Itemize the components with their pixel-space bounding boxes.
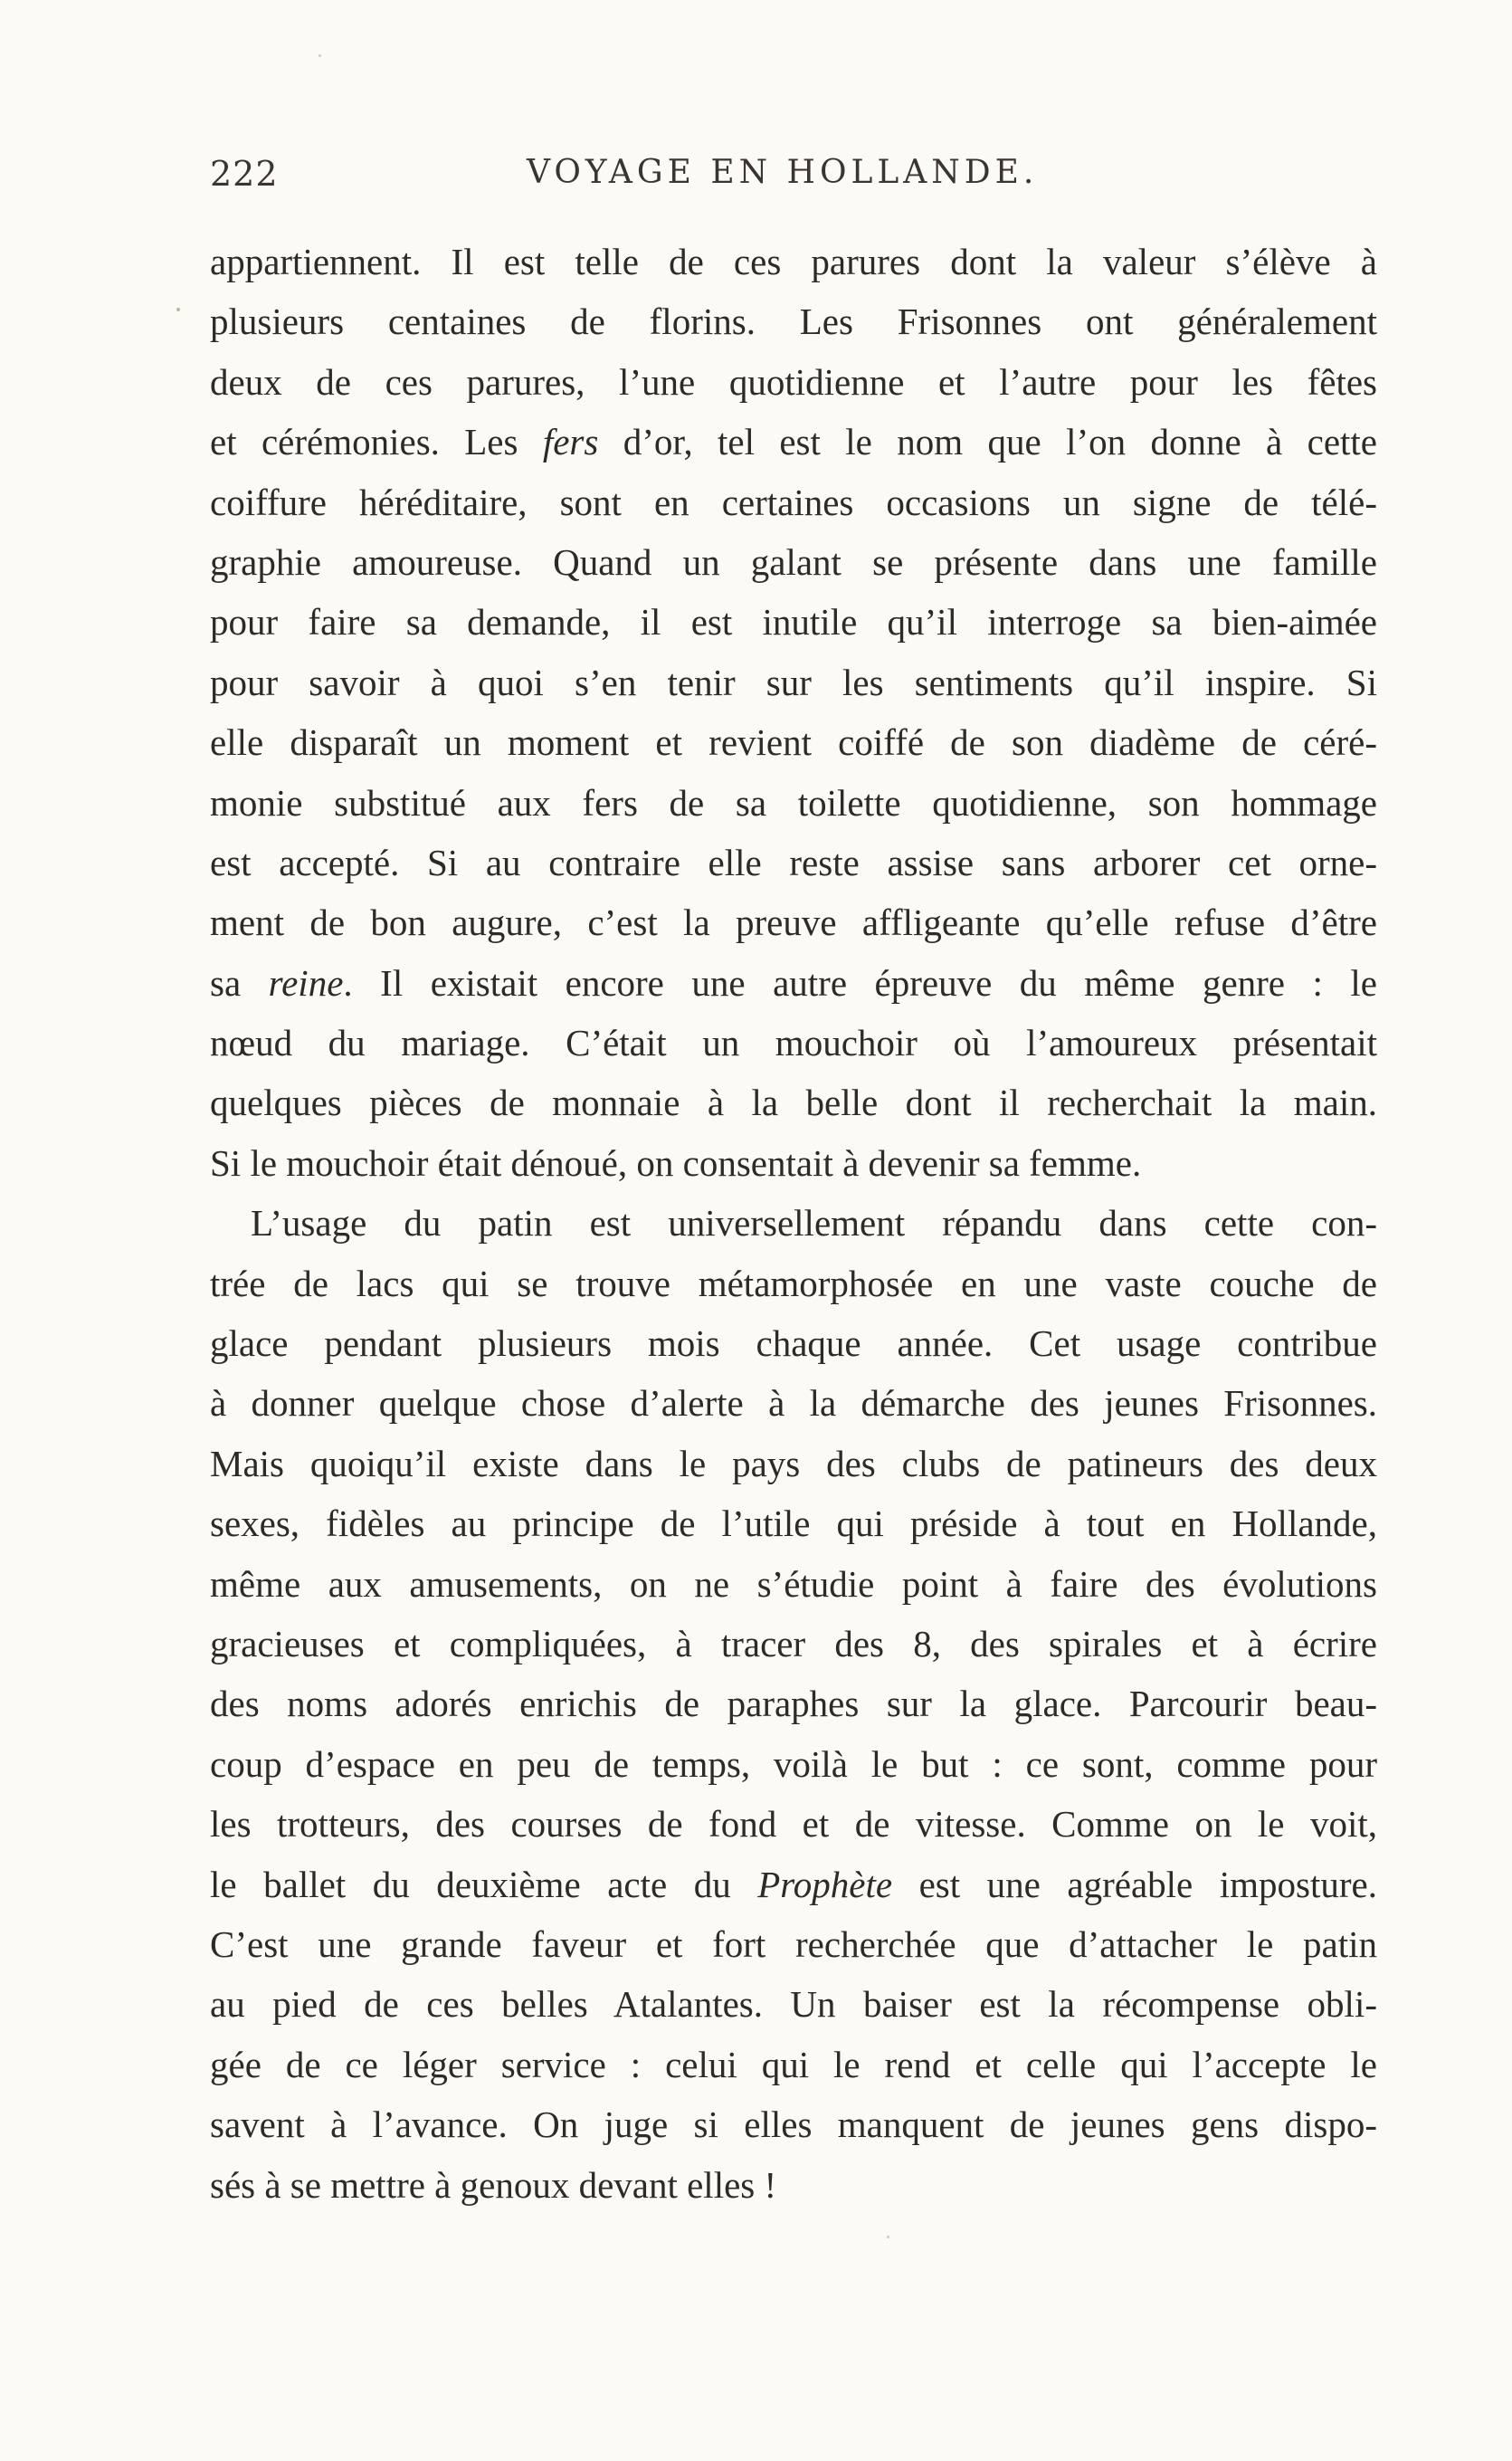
text-run: Si le mouchoir était dénoué, on consentait à devenir sa femme.: [210, 1141, 1142, 1184]
text-line: [210, 1794, 1377, 1854]
text-line: [210, 712, 1377, 772]
text-run: à donner quelque chose d’alerte à la démarche des jeunes Frisonnes.: [210, 1382, 1377, 1425]
text-line: [210, 1013, 1377, 1073]
paper-speck: [887, 2236, 889, 2238]
margin-speck: [176, 308, 180, 311]
text-line: [210, 1914, 1377, 1974]
text-line: [210, 1073, 1377, 1132]
text-line: [210, 1974, 1377, 2034]
text-line: [210, 232, 1377, 291]
text-run: quelques pièces de monnaie à la belle dont il recherchait la main.: [210, 1082, 1377, 1124]
italic-term: fers: [542, 421, 599, 463]
text-line: [210, 1674, 1377, 1733]
text-line: [210, 1855, 1377, 1914]
text-line: [210, 1133, 1377, 1193]
text-line: [210, 412, 1377, 472]
text-line: [210, 773, 1377, 833]
text-run: coup d’espace en peu de temps, voilà le but : ce sont, comme pour: [210, 1742, 1377, 1785]
text-line: [210, 1614, 1377, 1674]
text-run: monie substitué aux fers de sa toilette quotidienne, son hommage: [210, 781, 1377, 824]
text-run: Mais quoiqu’il existe dans le pays des clubs de patineurs des deux: [210, 1442, 1377, 1484]
text-run: gée de ce léger service : celui qui le rend et celle qui l’accepte le: [210, 2043, 1377, 2085]
text-line: [210, 2035, 1377, 2094]
text-run: sexes, fidèles au principe de l’utile qui préside à tout en Hollande,: [210, 1502, 1377, 1545]
text-line: [210, 472, 1377, 532]
text-line: [210, 1734, 1377, 1794]
text-run: le ballet du deuxième acte du: [210, 1863, 758, 1905]
text-line: [210, 1373, 1377, 1433]
text-line: [210, 592, 1377, 652]
text-line: [210, 2155, 1377, 2215]
text-line: [210, 1493, 1377, 1553]
text-line: [210, 892, 1377, 952]
text-run: des noms adorés enrichis de paraphes sur la glace. Parcourir beau-: [210, 1683, 1377, 1725]
text-run: L’usage du patin est universellement répandu dans cette con-: [251, 1202, 1377, 1245]
running-title: VOYAGE EN HOLLANDE.: [527, 154, 1039, 191]
text-run: glace pendant plusieurs mois chaque année. Cet usage contribue: [210, 1322, 1377, 1365]
text-run: pour faire sa demande, il est inutile qu’il interroge sa bien-aimée: [210, 601, 1377, 644]
text-line: [210, 532, 1377, 592]
paragraph-1: [210, 232, 1377, 1193]
text-run: C’est une grande faveur et fort recherchée que d’attacher le patin: [210, 1922, 1377, 1965]
italic-term: Prophète: [757, 1863, 893, 1905]
text-run: même aux amusements, on ne s’étudie point à faire des évolutions: [210, 1562, 1377, 1605]
text-run: nœud du mariage. C’était un mouchoir où l’amoureux présentait: [210, 1022, 1377, 1064]
paper-speck: [319, 54, 321, 57]
text-run: sa: [210, 961, 269, 1004]
body-text: [210, 232, 1377, 2215]
text-run: deux de ces parures, l’une quotidienne et l’autre pour les fêtes: [210, 360, 1377, 403]
text-line: [210, 1254, 1377, 1313]
text-line: [210, 833, 1377, 892]
text-line: [210, 2094, 1377, 2154]
text-line: [210, 1313, 1377, 1373]
text-line: [210, 352, 1377, 412]
text-run: et cérémonies. Les: [210, 421, 543, 463]
text-run: savent à l’avance. On juge si elles manquent de jeunes gens dispo-: [210, 2103, 1377, 2146]
text-line: [210, 953, 1377, 1013]
text-run: gracieuses et compliquées, à tracer des 8, des spirales et à écrire: [210, 1622, 1377, 1665]
text-run: trée de lacs qui se trouve métamorphosée en une vaste couche de: [210, 1262, 1377, 1304]
text-line: [210, 1193, 1377, 1253]
text-run: coiffure héréditaire, sont en certaines occasions un signe de télé-: [210, 481, 1377, 523]
text-line: [210, 1554, 1377, 1614]
page-number: 222: [210, 154, 279, 194]
text-run: les trotteurs, des courses de fond et de vitesse. Comme on le voit,: [210, 1803, 1377, 1846]
text-run: sés à se mettre à genoux devant elles !: [210, 2163, 777, 2206]
text-run: est accepté. Si au contraire elle reste assise sans arborer cet orne-: [210, 841, 1377, 883]
running-head: [210, 154, 1377, 208]
text-run: au pied de ces belles Atalantes. Un baiser est la récompense obli-: [210, 1983, 1377, 2026]
text-run: est une agréable imposture.: [892, 1863, 1377, 1905]
text-line: [210, 653, 1377, 712]
text-run: pour savoir à quoi s’en tenir sur les sentiments qu’il inspire. Si: [210, 661, 1377, 703]
text-run: elle disparaît un moment et revient coiffé de son diadème de céré-: [210, 721, 1377, 764]
text-line: [210, 291, 1377, 351]
text-run: . Il existait encore une autre épreuve du même genre : le: [343, 961, 1377, 1004]
text-run: plusieurs centaines de florins. Les Frisonnes ont généralement: [210, 300, 1377, 343]
text-line: [210, 1434, 1377, 1493]
italic-term: reine: [268, 961, 344, 1004]
text-run: ment de bon augure, c’est la preuve affligeante qu’elle refuse d’être: [210, 901, 1377, 944]
text-run: graphie amoureuse. Quand un galant se présente dans une famille: [210, 540, 1377, 583]
text-run: d’or, tel est le nom que l’on donne à cette: [598, 421, 1378, 463]
paragraph-2: [210, 1193, 1377, 2215]
text-run: appartiennent. Il est telle de ces parures dont la valeur s’élève à: [210, 241, 1377, 282]
